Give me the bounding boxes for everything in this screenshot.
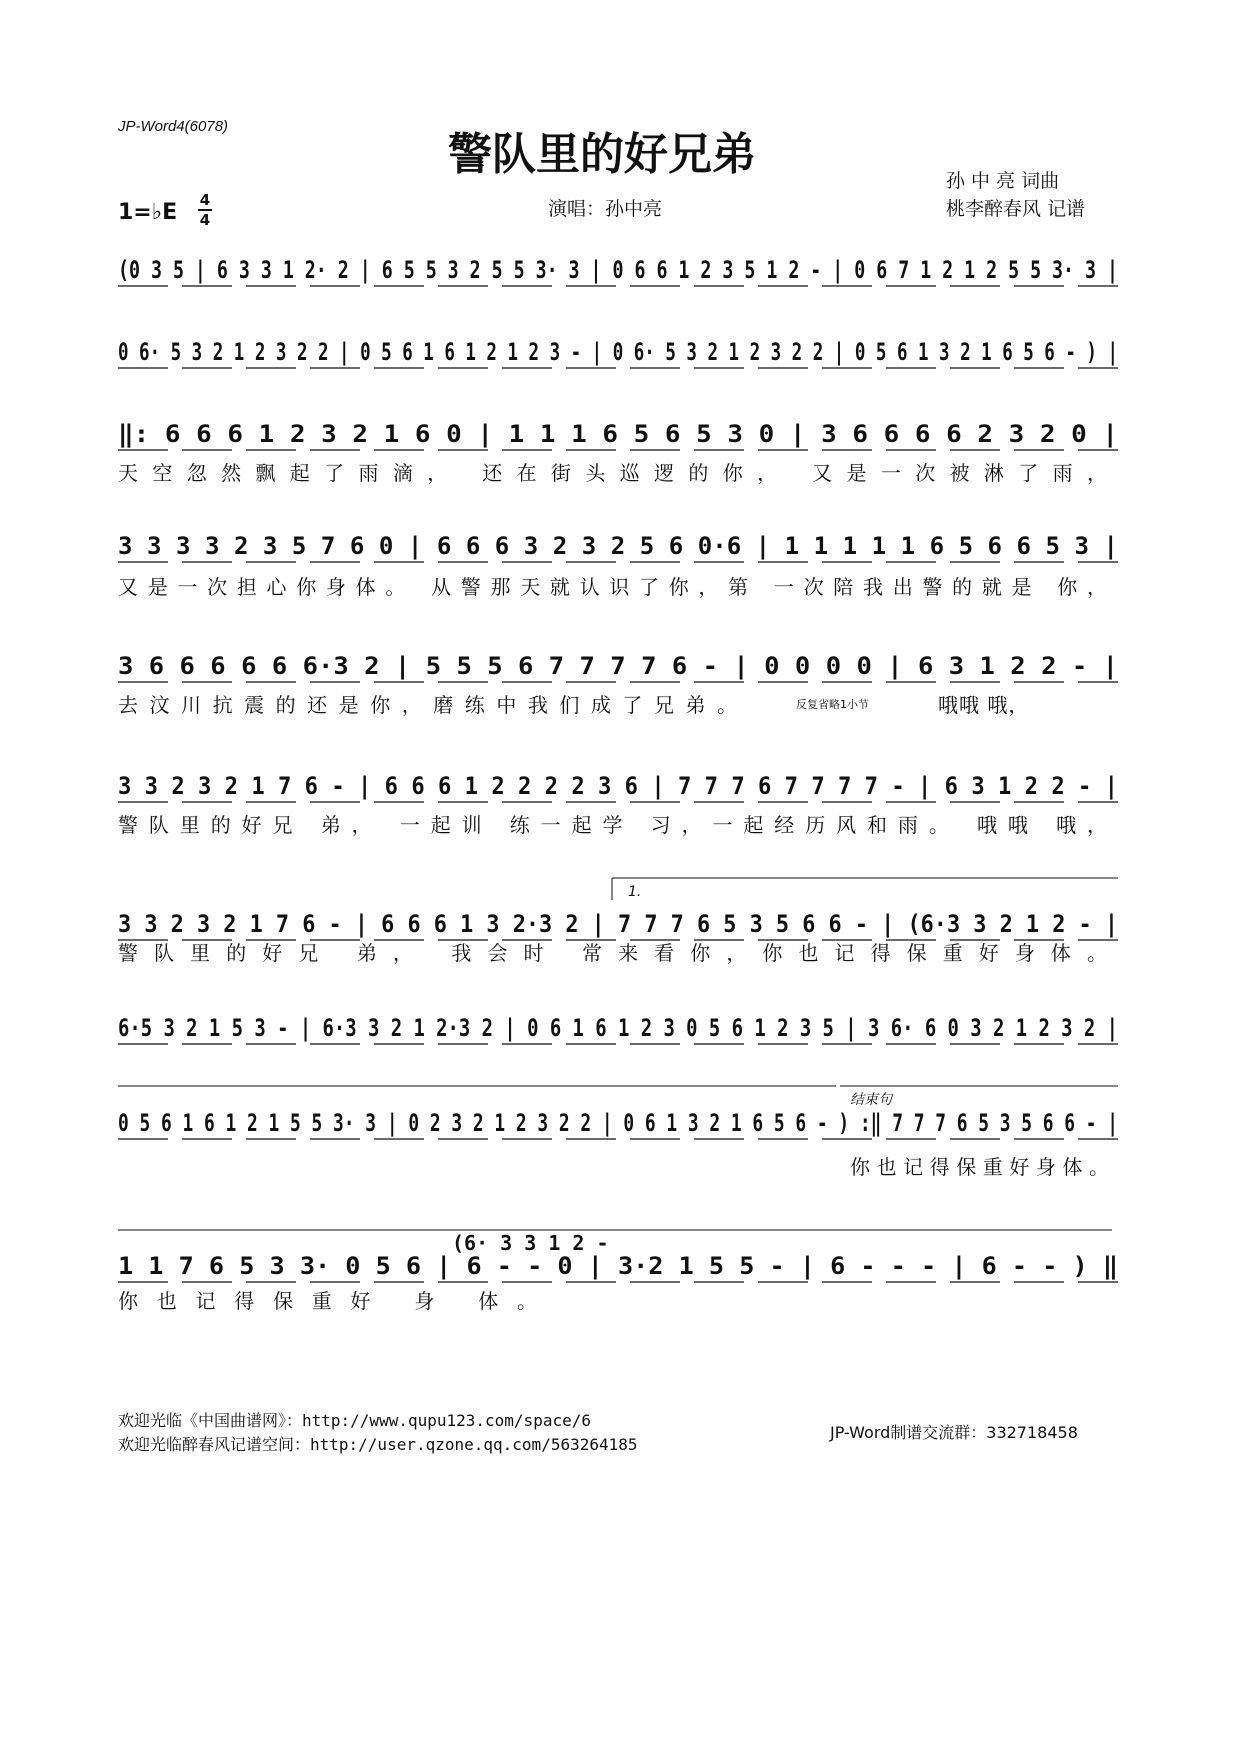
footer-group: JP-Word制谱交流群：332718458 [830, 1423, 1078, 1442]
lyrics-row-4: 又是一次担心你身体。 从警那天就认识了你，第 一次陪我出警的就是 你， [118, 575, 1108, 599]
software-label: JP-Word4(6078) [118, 118, 229, 135]
ossia-notes: (6· 3 3 1 2 - [452, 1231, 609, 1255]
key-signature: 1=♭E [118, 200, 178, 225]
lyrics-row-9: 你也记得保重好身体。 [850, 1155, 1110, 1179]
page-title: 警队里的好兄弟 [448, 129, 756, 180]
singer-credit: 演唱：孙中亮 [548, 198, 663, 220]
footer-link-2[interactable]: 欢迎光临醉春风记谱空间：http://user.qzone.qq.com/563264185 [118, 1435, 638, 1454]
score-row-10: 1 1 7 6 5 3 3· 0 5 6 | 6 - - 0 | 3·2 1 5 5 - | 6 - - - | 6 - - ) ‖ [118, 1252, 1118, 1280]
score-row-2: 0 6· 5 3 2 1 2 3 2 2 | 0 5 6 1 6 1 2 1 2 3 - | 0 6· 5 3 2 1 2 3 2 2 | 0 5 6 1 3 2 1 6 5 6 - ) | [118, 338, 1118, 366]
transcriber-credit: 桃李醉春风 记谱 [946, 198, 1086, 220]
score-row-9: 0 5 6 1 6 1 2 1 5 5 3· 3 | 0 2 3 2 1 2 3 2 2 | 0 6 1 3 2 1 6 5 6 - ) :‖ 7 7 7 6 5 3 5 6 6 - | [118, 1109, 1118, 1137]
volta-1-label: 1. [628, 884, 642, 900]
repeat-note: 反复省略1小节 [796, 698, 869, 711]
lyrics-row-6: 警队里的好兄 弟， 一起训 练一起学 习，一起经历风和雨。 哦哦 哦， [118, 813, 1108, 837]
score-row-1: (0 3 5 | 6 3 3 1 2· 2 | 6 5 5 3 2 5 5 3· 3 | 0 6 6 1 2 3 5 1 2 - | 0 6 7 1 2 1 2 5 5 3· 3 | [118, 256, 1118, 284]
score-row-7: 3 3 2 3 2 1 7 6 - | 6 6 6 1 3 2·3 2 | 7 7 7 6 5 3 5 6 6 - | (6·3 3 2 1 2 - | [118, 910, 1118, 938]
footer-link-1[interactable]: 欢迎光临《中国曲谱网》：http://www.qupu123.com/space/6 [118, 1411, 591, 1430]
lyrics-row-7: 警队里的好兄 弟， 我会时 常来看你，你也记得保重好身体。 [118, 941, 1108, 965]
lyrics-row-3: 天空忽然飘起了雨滴， 还在街头巡逻的你， 又是一次被淋了雨， [118, 461, 1108, 485]
time-signature-denominator: 4 [199, 211, 211, 229]
lyrics-row-5: 去汶川抗震的还是你，磨练中我们成了兄弟。 [118, 693, 738, 717]
score-row-3: ‖: 6 6 6 1 2 3 2 1 6 0 | 1 1 1 6 5 6 5 3 0 | 3 6 6 6 6 2 3 2 0 | [118, 420, 1118, 448]
ending-label: 结束句 [850, 1092, 892, 1108]
composer-credit: 孙 中 亮 词曲 [946, 170, 1060, 192]
score-row-4: 3 3 3 3 2 3 5 7 6 0 | 6 6 6 3 2 3 2 5 6 0·6 | 1 1 1 1 1 6 5 6 6 5 3 | [118, 532, 1118, 560]
time-signature-numerator: 4 [199, 191, 211, 209]
lyrics-end-row-5: 哦哦 哦， [938, 693, 1030, 717]
lyrics-row-10: 你也记得保重好 身 体。 [118, 1289, 538, 1313]
score-row-6: 3 3 2 3 2 1 7 6 - | 6 6 6 1 2 2 2 2 3 6 | 7 7 7 6 7 7 7 7 - | 6 3 1 2 2 - | [118, 772, 1118, 800]
score-row-8: 6·5 3 2 1 5 3 - | 6·3 3 2 1 2·3 2 | 0 6 1 6 1 2 3 0 5 6 1 2 3 5 | 3 6· 6 0 3 2 1 2 3 2 | [118, 1014, 1118, 1042]
score-row-5: 3 6 6 6 6 6 6·3 2 | 5 5 5 6 7 7 7 7 6 - | 0 0 0 0 | 6 3 1 2 2 - | [118, 652, 1118, 680]
